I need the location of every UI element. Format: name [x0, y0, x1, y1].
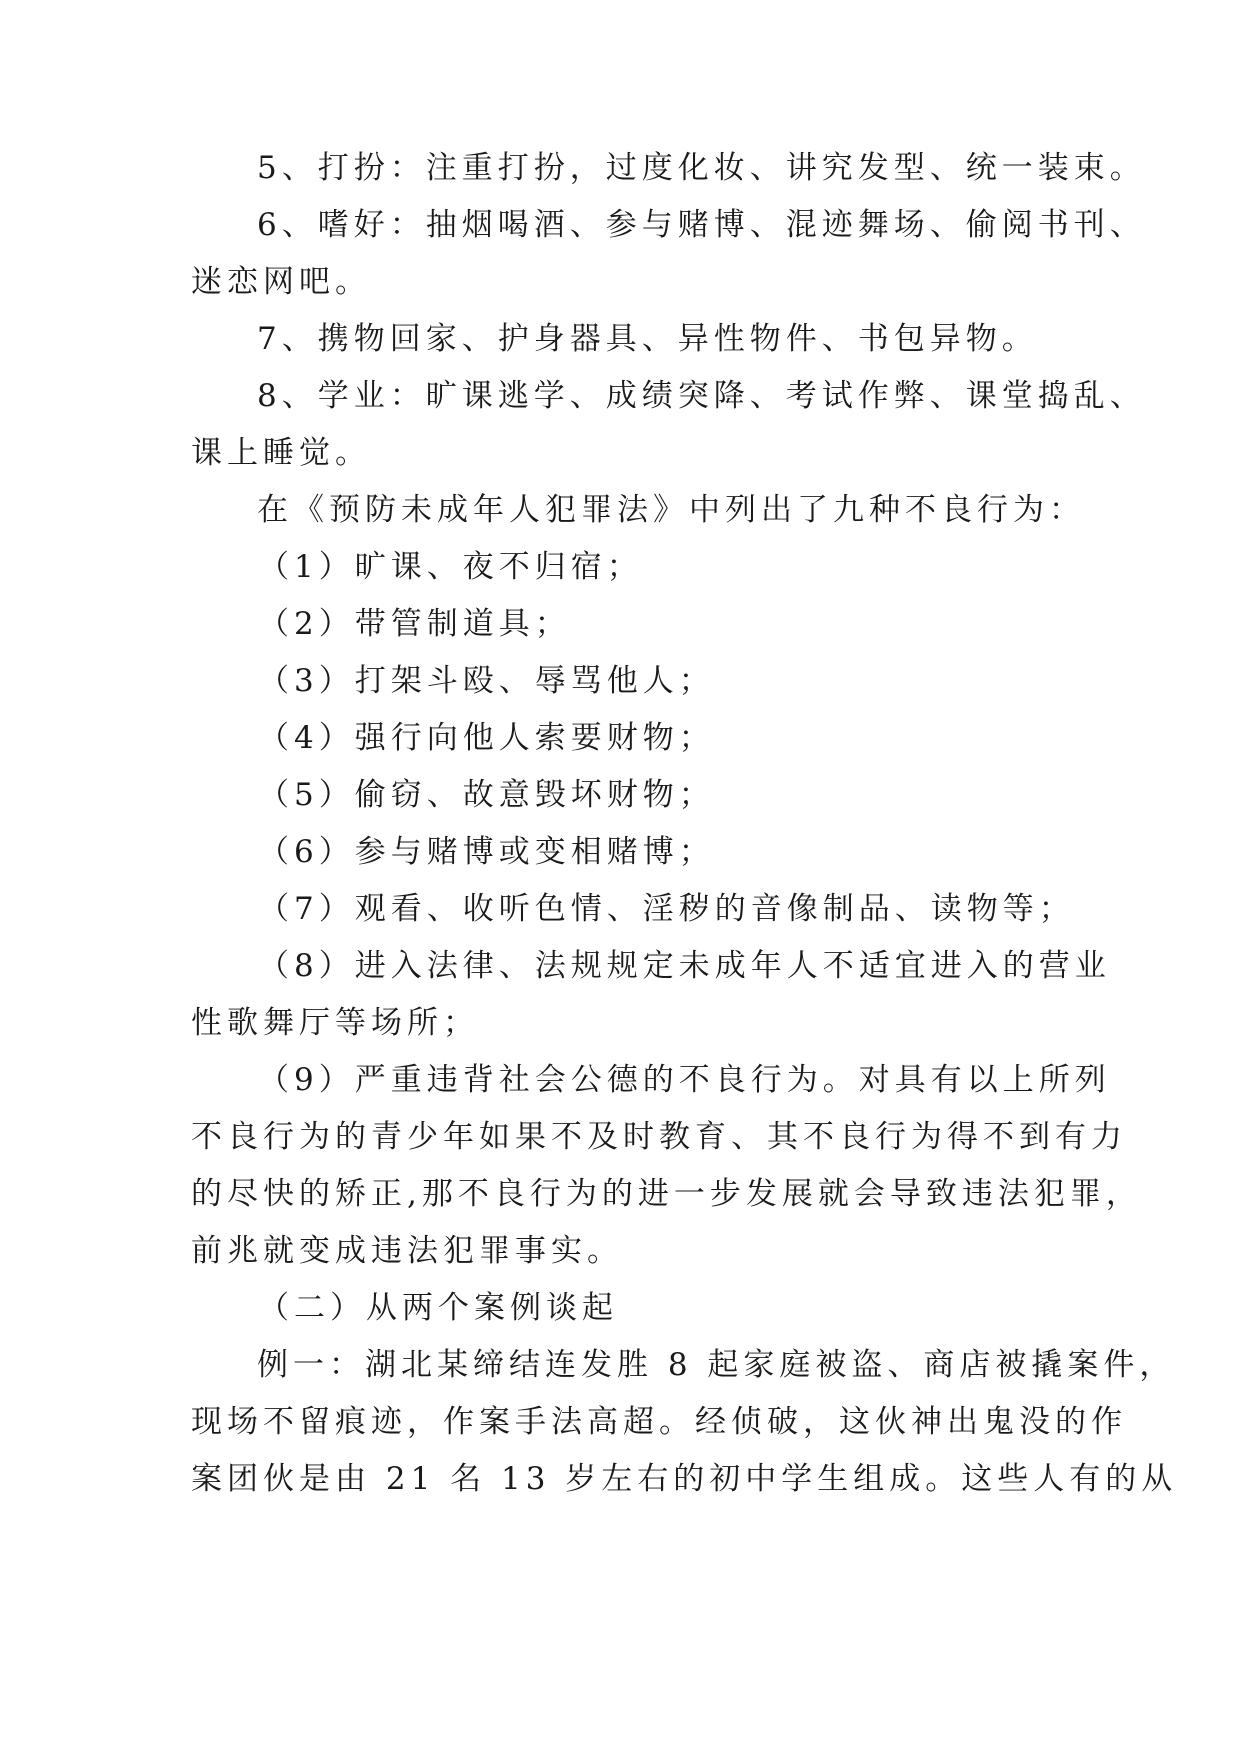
paragraph-line: 例一：湖北某缔结连发胜 8 起家庭被盗、商店被撬案件， [257, 1347, 1176, 1383]
list-item: （9）严重违背社会公德的不良行为。对具有以上所列 [258, 1062, 1111, 1098]
list-item: （5）偷窃、故意毁坏财物； [258, 777, 715, 813]
paragraph-line: 的尽快的矫正,那不良行为的进一步发展就会导致违法犯罪， [191, 1176, 1142, 1212]
paragraph-line: 迷恋网吧。 [191, 264, 371, 300]
list-item: （7）观看、收听色情、淫秽的音像制品、读物等； [258, 891, 1075, 927]
list-item: （6）参与赌博或变相赌博； [258, 834, 715, 870]
list-item: （1）旷课、夜不归宿； [258, 549, 643, 585]
paragraph-line: 8、学业：旷课逃学、成绩突降、考试作弊、课堂捣乱、 [257, 378, 1146, 414]
list-item: （8）进入法律、法规规定未成年人不适宜进入的营业 [258, 948, 1111, 984]
paragraph-line: 性歌舞厅等场所； [191, 1005, 479, 1041]
list-item: （4）强行向他人索要财物； [258, 720, 715, 756]
paragraph-line: 7、携物回家、护身器具、异性物件、书包异物。 [257, 321, 1038, 357]
paragraph-line: 5、打扮：注重打扮，过度化妆、讲究发型、统一装束。 [257, 150, 1146, 186]
list-item: （3）打架斗殴、辱骂他人； [258, 663, 715, 699]
paragraph-line: 不良行为的青少年如果不及时教育、其不良行为得不到有力 [191, 1119, 1127, 1155]
list-item: （2）带管制道具； [258, 606, 571, 642]
paragraph-line: 在《预防未成年人犯罪法》中列出了九种不良行为： [257, 492, 1085, 528]
paragraph-line: 课上睡觉。 [191, 435, 371, 471]
paragraph-line: 6、嗜好：抽烟喝酒、参与赌博、混迹舞场、偷阅书刊、 [257, 207, 1146, 243]
paragraph-line: 现场不留痕迹，作案手法高超。经侦破，这伙神出鬼没的作 [191, 1404, 1127, 1440]
paragraph-line: 前兆就变成违法犯罪事实。 [191, 1233, 623, 1269]
section-heading: （二）从两个案例谈起 [258, 1290, 618, 1326]
paragraph-line: 案团伙是由 21 名 13 岁左右的初中学生组成。这些人有的从 [191, 1461, 1178, 1497]
